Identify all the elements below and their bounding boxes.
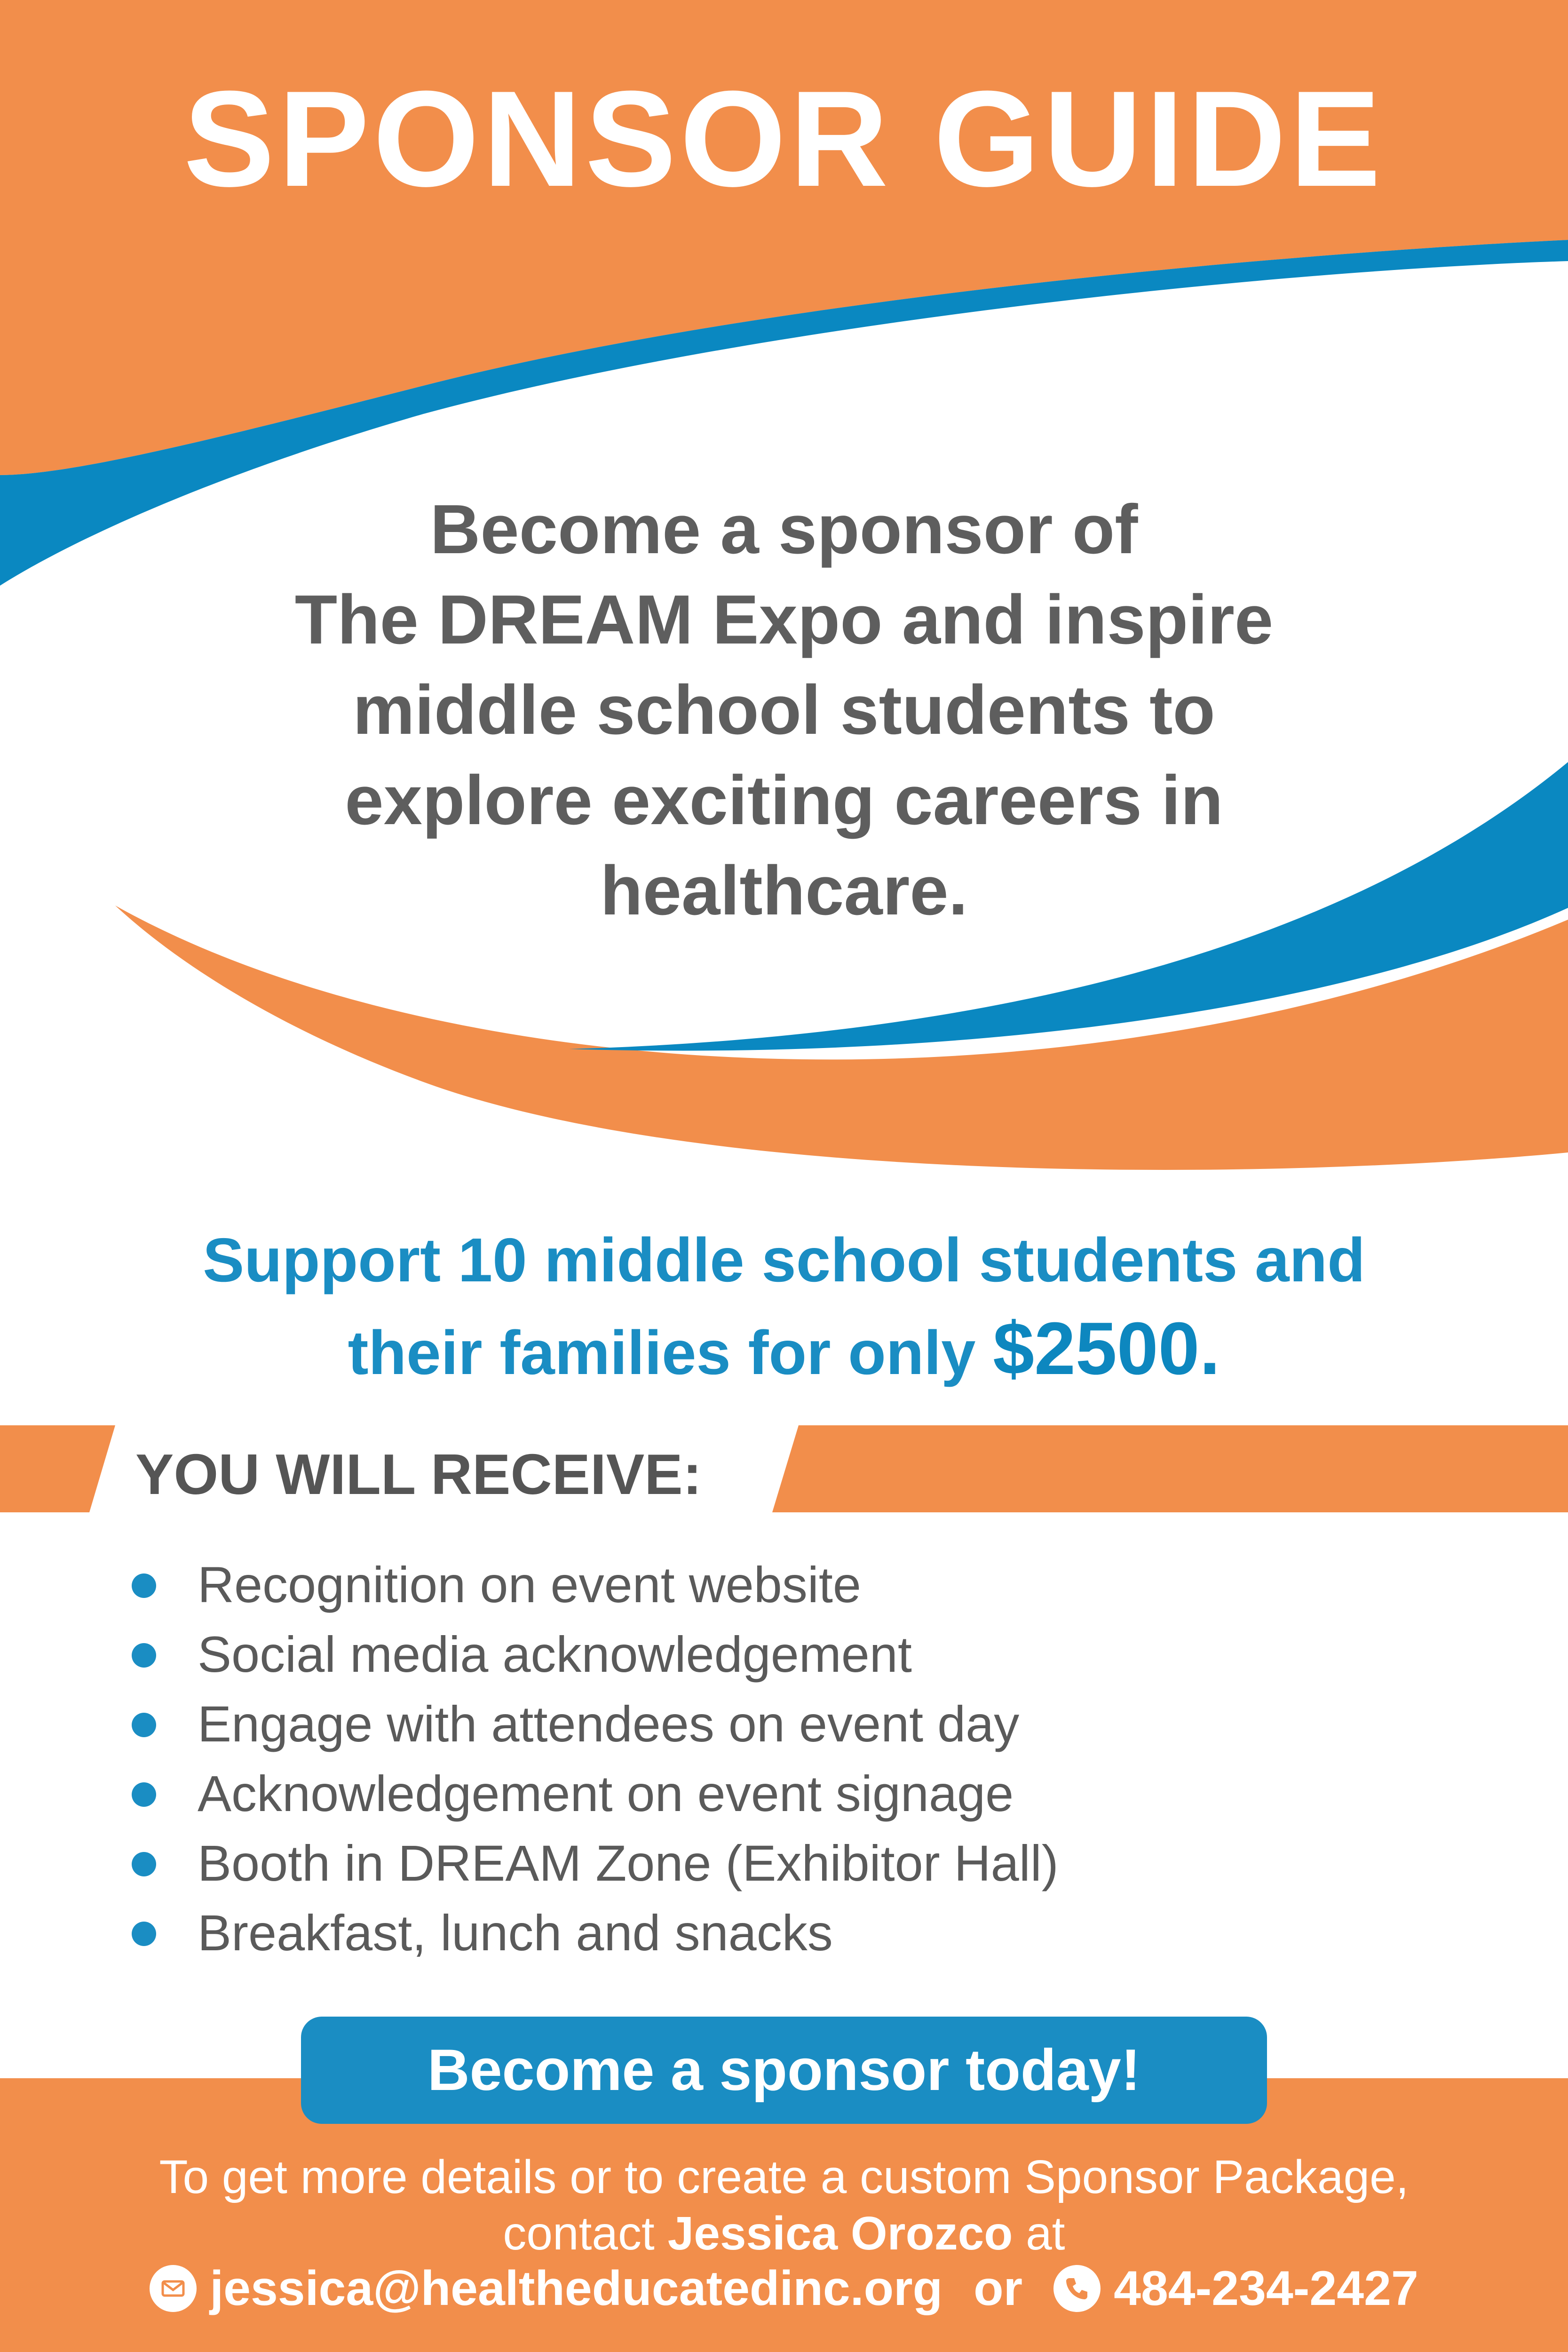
list-item — [132, 1898, 1059, 1968]
list-item — [132, 1550, 1059, 1620]
benefit-label: Engage with attendees on event day — [198, 1695, 1020, 1752]
list-item — [132, 1689, 1059, 1759]
intro-line: middle school students to — [353, 671, 1215, 749]
intro-line: The DREAM Expo and inspire — [294, 581, 1274, 659]
contact-line-2 — [47, 2205, 1521, 2262]
intro-line: explore exciting careers in — [345, 762, 1223, 839]
support-line-2-text: their families for only — [348, 1318, 993, 1387]
bullet-dot-icon — [132, 1922, 156, 1946]
list-item — [132, 1828, 1059, 1898]
list-item — [132, 1759, 1059, 1828]
support-line-2 — [71, 1304, 1497, 1397]
become-sponsor-button[interactable]: Become a sponsor today! — [301, 2017, 1267, 2124]
contact-phone-link[interactable]: 484-234-2427 — [1114, 2261, 1418, 2316]
bullet-dot-icon — [132, 1852, 156, 1876]
contact-suffix: at — [1013, 2207, 1065, 2260]
intro-line: Become a sponsor of — [430, 491, 1138, 568]
email-icon — [150, 2265, 197, 2312]
page-title: SPONSOR GUIDE — [183, 63, 1385, 215]
bullet-dot-icon — [132, 1643, 156, 1668]
contact-prefix: contact — [503, 2207, 668, 2260]
contact-line-1: To get more details or to create a custom Sponsor Package, — [159, 2151, 1409, 2203]
support-statement — [71, 1216, 1497, 1397]
bullet-dot-icon — [132, 1782, 156, 1807]
support-line-1: Support 10 middle school students and — [203, 1225, 1365, 1295]
benefit-label: Acknowledgement on event signage — [198, 1765, 1014, 1822]
receive-heading: YOU WILL RECEIVE: — [135, 1442, 702, 1506]
contact-email-link[interactable]: jessica@healtheducatedinc.org — [210, 2261, 943, 2316]
contact-info — [47, 2149, 1521, 2262]
intro-text — [141, 485, 1427, 936]
contact-details-row — [0, 2258, 1568, 2319]
receive-banner-left — [0, 1425, 115, 1512]
benefit-label: Recognition on event website — [198, 1556, 861, 1613]
sponsor-price: $2500. — [993, 1307, 1220, 1390]
bullet-dot-icon — [132, 1573, 156, 1598]
contact-or-text: or — [974, 2261, 1023, 2316]
list-item — [132, 1620, 1059, 1689]
benefit-label: Social media acknowledgement — [198, 1626, 912, 1683]
benefit-label: Booth in DREAM Zone (Exhibitor Hall) — [198, 1835, 1059, 1891]
bullet-dot-icon — [132, 1713, 156, 1737]
phone-icon — [1053, 2265, 1101, 2312]
benefits-list — [132, 1550, 1059, 1968]
receive-banner-right — [772, 1425, 1568, 1512]
contact-name: Jessica Orozco — [667, 2207, 1013, 2260]
intro-line: healthcare. — [600, 852, 968, 930]
benefit-label: Breakfast, lunch and snacks — [198, 1904, 833, 1961]
